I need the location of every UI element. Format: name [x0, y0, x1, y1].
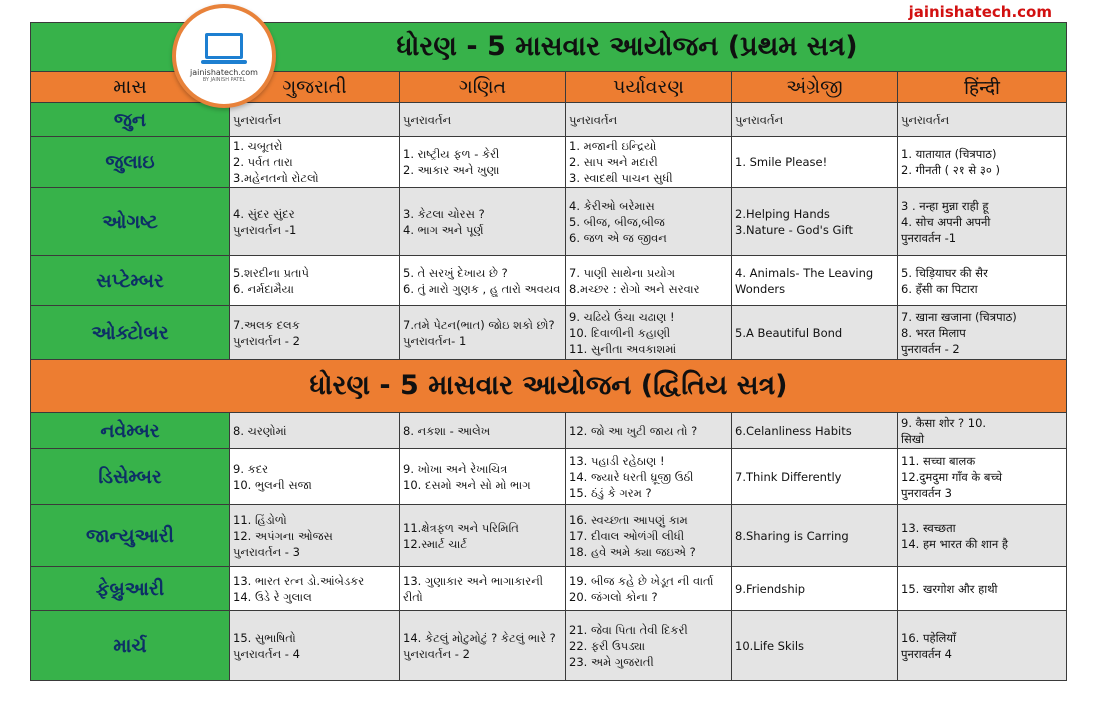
cell-line: 3. કેટલા ચોરસ ?	[403, 206, 485, 221]
cell-line: 14. કેટલું મોટુમોટું ? કેટલું ભારે ?	[403, 630, 556, 645]
cell-line: 23. અમે ગુજરાતી	[569, 654, 654, 669]
cell-line: 3. સ્વાદથી પાચન સુધી	[569, 171, 673, 185]
cell-line: પુનરાવર્તન - 4	[233, 646, 300, 661]
month-label: જાન્યુઆરી	[31, 505, 230, 567]
cell-line: 1. ચબૂતરો	[233, 139, 283, 153]
cell-line: 11. सच्चा बालक	[901, 453, 976, 468]
cell-line: 4. सोच अपनी अपनी	[901, 214, 991, 229]
cell-line: 15. ઠંડું કે ગરમ ?	[569, 485, 652, 500]
cell-line: 3 . नन्हा मुन्ना राही हू	[901, 198, 989, 213]
cell-line: રીતો	[403, 589, 423, 604]
plan-cell	[566, 306, 732, 360]
cell-line: 5.શરદીના પ્રતાપે	[233, 265, 309, 280]
plan-cell	[732, 505, 898, 567]
table-row	[31, 137, 1067, 188]
cell-line: પુનરાવર્તન	[735, 112, 784, 127]
cell-line: Wonders	[735, 281, 786, 296]
plan-cell	[230, 256, 400, 306]
cell-line: 14. ઉડે રે ગુલાલ	[233, 589, 312, 604]
cell-line: 4. સુંદર સુંદર	[233, 206, 295, 221]
month-label: ફેબ્રુઆરી	[31, 567, 230, 611]
month-label: માર્ચ	[31, 611, 230, 681]
plan-cell	[898, 103, 1067, 137]
cell-line: 12. અપંગના ઓજસ	[233, 528, 333, 543]
cell-line: पुनरावर्तन -1	[901, 230, 957, 245]
month-label: ડિસેમ્બર	[31, 449, 230, 505]
cell-line: 7.Think Differently	[735, 469, 842, 484]
plan-cell	[566, 137, 732, 188]
cell-line: 20. જંગલો કોના ?	[569, 589, 658, 604]
plan-cell	[898, 567, 1067, 611]
cell-line: 6. જળ એ જ જીવન	[569, 230, 667, 245]
cell-line: 5. चिड़ियाघर की सैर	[901, 265, 988, 280]
plan-cell	[732, 103, 898, 137]
plan-cell	[898, 449, 1067, 505]
plan-cell	[400, 256, 566, 306]
plan-cell	[898, 505, 1067, 567]
plan-cell	[566, 449, 732, 505]
table-row	[31, 103, 1067, 137]
plan-cell	[566, 505, 732, 567]
month-label: ઓક્ટોબર	[31, 306, 230, 360]
cell-line: 10. દિવાળીની કહાણી	[569, 325, 671, 340]
cell-line: 9. कैसा शोर ? 10.	[901, 415, 987, 430]
plan-cell	[230, 567, 400, 611]
plan-cell	[566, 188, 732, 256]
cell-line: 1. મજાની ઇન્દ્રિયો	[569, 139, 657, 153]
column-header-2: ગણિત	[400, 72, 566, 103]
cell-line: 10. દસમો અને સો મો ભાગ	[403, 477, 531, 492]
plan-cell	[732, 256, 898, 306]
cell-line: 13. ગુણાકાર અને ભાગાકારની	[403, 573, 544, 588]
plan-cell	[732, 449, 898, 505]
plan-cell	[898, 188, 1067, 256]
cell-line: 7. પાણી સાથેના પ્રયોગ	[569, 265, 676, 280]
site-watermark: jainishatech.com	[908, 3, 1052, 21]
cell-line: 2. પર્વત તારા	[233, 155, 293, 169]
cell-line: 2. સાપ અને મદારી	[569, 155, 658, 169]
cell-line: 6.Celanliness Habits	[735, 423, 852, 438]
cell-line: 4. ભાગ અને પૂર્ણ	[403, 222, 484, 237]
plan-cell	[566, 256, 732, 306]
table-row	[31, 449, 1067, 505]
logo	[172, 4, 276, 108]
cell-line: 11. હિંડોળો	[233, 512, 287, 527]
plan-cell	[566, 413, 732, 449]
cell-line: પુનરાવર્તન - 2	[403, 646, 470, 661]
plan-cell	[732, 188, 898, 256]
plan-cell	[732, 413, 898, 449]
cell-line: પુનરાવર્તન - 3	[233, 544, 300, 559]
cell-line: 6. हँसी का पिटारा	[901, 281, 978, 296]
cell-line: 12.સ્માર્ટ ચાર્ટ	[403, 536, 467, 551]
cell-line: 5.A Beautiful Bond	[735, 325, 843, 340]
cell-line: પુનરાવર્તન- 1	[403, 333, 467, 348]
plan-cell	[898, 137, 1067, 188]
cell-line: 7.તમે પેટન(ભાત) જોઇ શકો છો?	[403, 317, 555, 332]
cell-line: 8. ચરણોમાં	[233, 423, 287, 438]
table-row	[31, 505, 1067, 567]
plan-cell	[566, 103, 732, 137]
plan-cell	[400, 306, 566, 360]
cell-line: પુનરાવર્તન - 2	[233, 333, 300, 348]
cell-line: 6. નર્મદામૈયા	[233, 281, 294, 296]
table-row	[31, 256, 1067, 306]
plan-cell	[898, 413, 1067, 449]
cell-line: 11.ક્ષેત્રફળ અને પરિમિતિ	[403, 520, 519, 535]
plan-cell	[230, 103, 400, 137]
cell-line: 17. દીવાલ ઓળંગી લીધી	[569, 528, 685, 543]
cell-line: 1. Smile Please!	[735, 155, 828, 169]
cell-line: 10. ભુલની સજા	[233, 477, 312, 492]
plan-cell	[400, 188, 566, 256]
cell-line: 8. નકશા - આલેખ	[403, 423, 491, 438]
laptop-icon	[205, 33, 243, 59]
cell-line: 9. કદર	[233, 461, 269, 476]
cell-line: 21. જેવા પિતા તેવી દિકરી	[569, 622, 688, 637]
cell-line: पुनरावर्तन - 2	[901, 341, 960, 356]
plan-cell	[400, 413, 566, 449]
plan-cell	[400, 611, 566, 681]
cell-line: 9. ખોખા અને રેખાચિત્ર	[403, 461, 508, 476]
cell-line: પુનરાવર્તન	[233, 112, 282, 127]
month-label: જુન	[31, 103, 230, 137]
cell-line: 10.Life Skils	[735, 638, 805, 653]
cell-line: पुनरावर्तन 3	[901, 485, 952, 500]
cell-line: 8. भरत मिलाप	[901, 325, 966, 340]
plan-cell	[898, 256, 1067, 306]
cell-line: પુનરાવર્તન	[403, 112, 452, 127]
cell-line: 7.અલક દલક	[233, 317, 300, 332]
cell-line: 22. ફરી ઉપડ્યા	[569, 638, 646, 653]
plan-cell	[230, 449, 400, 505]
cell-line: 14. हम भारत की शान है	[901, 536, 1008, 551]
plan-cell	[230, 188, 400, 256]
plan-cell	[898, 306, 1067, 360]
cell-line: 16. पहेलियाँ	[901, 630, 957, 645]
cell-line: 1. રાષ્ટ્રીય ફળ - કેરી	[403, 147, 500, 161]
column-header-4: અંગ્રેજી	[732, 72, 898, 103]
cell-line: 2.Helping Hands	[735, 206, 830, 221]
plan-cell	[230, 611, 400, 681]
plan-cell	[400, 137, 566, 188]
laptop-base-icon	[201, 60, 247, 64]
table-row	[31, 188, 1067, 256]
column-header-3: પર્યાવરણ	[566, 72, 732, 103]
cell-line: 2. गीनती ( २१ से ३० )	[901, 163, 1000, 177]
cell-line: 9. ચઢિયે ઉંચા ચઢાણ !	[569, 309, 675, 324]
plan-cell	[400, 505, 566, 567]
cell-line: 14. જ્યારે ધરતી ધ્રૂજી ઉઠી	[569, 469, 694, 484]
cell-line: 7. खाना खजाना (चित्रपाठ)	[901, 309, 1017, 324]
cell-line: 13. स्वच्छता	[901, 520, 956, 535]
column-header-5: हिंन्दी	[898, 72, 1067, 103]
cell-line: 5. બીજ, બીજ,બીજ	[569, 214, 665, 229]
logo-byline: BY JAINISH PATEL	[202, 77, 246, 83]
term2-title: ધોરણ - 5 માસવાર આયોજન (દ્વિતિય સત્ર)	[31, 360, 1067, 413]
plan-cell	[400, 449, 566, 505]
month-label: જુલાઇ	[31, 137, 230, 188]
cell-line: 4. Animals- The Leaving	[735, 265, 874, 280]
column-header-0: માસ	[31, 72, 230, 103]
cell-line: 11. સુનીતા અવકાશમાં	[569, 341, 677, 356]
cell-line: 8.મચ્છર : રોગો અને સરવાર	[569, 281, 700, 296]
cell-line: 15. સુભાષિતો	[233, 630, 296, 645]
cell-line: 5. તે સરખું દેખાય છે ?	[403, 265, 508, 280]
cell-line: 3.મહેનતનો રોટલો	[233, 171, 319, 185]
plan-cell	[732, 567, 898, 611]
plan-cell	[230, 505, 400, 567]
month-label: સપ્ટેમ્બર	[31, 256, 230, 306]
cell-line: 12. જો આ ખુટી જાય તો ?	[569, 423, 698, 438]
plan-cell	[566, 567, 732, 611]
plan-table	[30, 22, 1067, 681]
plan-cell	[400, 103, 566, 137]
plan-cell	[230, 137, 400, 188]
cell-line: पुनरावर्तन 4	[901, 646, 952, 661]
plan-cell	[898, 611, 1067, 681]
cell-line: 3.Nature - God's Gift	[735, 222, 853, 237]
cell-line: 13. ભારત રત્ન ડો.આંબેડકર	[233, 573, 365, 588]
table-row	[31, 413, 1067, 449]
table-row	[31, 611, 1067, 681]
cell-line: 9.Friendship	[735, 581, 806, 596]
plan-cell	[230, 306, 400, 360]
cell-line: 16. સ્વચ્છતા આપણું કામ	[569, 512, 688, 527]
plan-cell	[732, 611, 898, 681]
logo-name: jainishatech.com	[190, 68, 258, 77]
cell-line: 4. કેરીઓ બરેમાસ	[569, 198, 655, 213]
plan-cell	[732, 137, 898, 188]
plan-cell	[732, 306, 898, 360]
table-row	[31, 567, 1067, 611]
month-label: ઓગષ્ટ	[31, 188, 230, 256]
cell-line: 6. તું મારો ગુણક , હુ તારો અવયવ	[403, 281, 561, 296]
cell-line: પુનરાવર્તન	[901, 112, 950, 127]
plan-cell	[230, 413, 400, 449]
cell-line: 1. यातायात (चित्रपाठ)	[901, 147, 997, 161]
cell-line: सिखो	[901, 431, 925, 446]
term1-title: ધોરણ - 5 માસવાર આયોજન (પ્રથમ સત્ર)	[31, 23, 1067, 72]
cell-line: પુનરાવર્તન	[569, 112, 618, 127]
plan-cell	[566, 611, 732, 681]
column-header-1: ગુજરાતી	[230, 72, 400, 103]
month-label: નવેમ્બર	[31, 413, 230, 449]
table-row	[31, 306, 1067, 360]
cell-line: 15. खरगोश और हाथी	[901, 581, 998, 596]
cell-line: 2. આકાર અને ખુણા	[403, 163, 500, 177]
cell-line: 12.दुमदुमा गाँव के बच्चे	[901, 469, 1003, 484]
cell-line: 18. હવે અમે ક્યા જઇએ ?	[569, 544, 696, 559]
cell-line: 13. પહાડી રહેઠાણ !	[569, 453, 665, 468]
cell-line: 19. બીજ કહે છે ખેડૂત ની વાર્તા	[569, 573, 714, 588]
cell-line: પુનરાવર્તન -1	[233, 222, 297, 237]
plan-cell	[400, 567, 566, 611]
cell-line: 8.Sharing is Carring	[735, 528, 849, 543]
